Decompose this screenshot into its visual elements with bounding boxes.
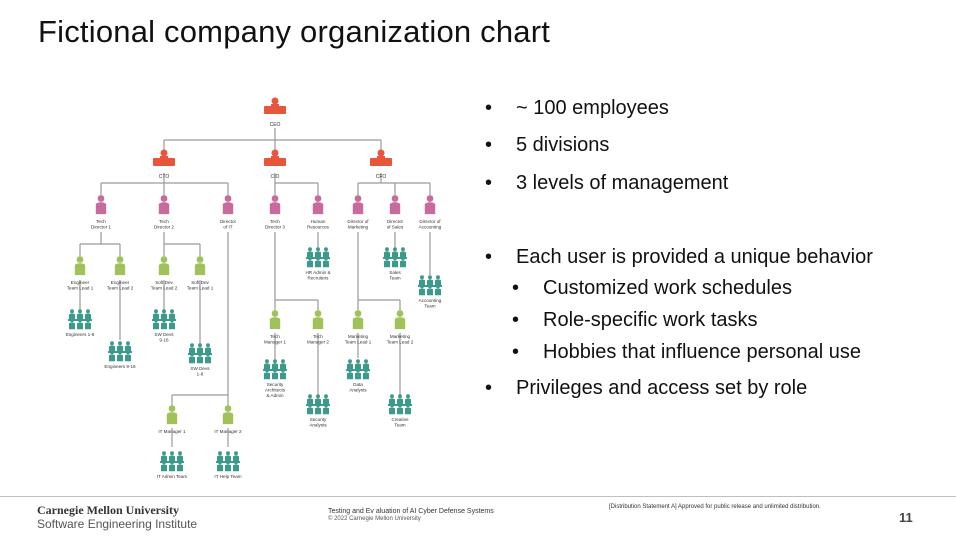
person-body [377,156,385,160]
person-body [395,317,405,329]
person-head [126,341,130,345]
person-head [110,341,114,345]
person-body [315,260,321,267]
table-shape [306,257,330,259]
university-name: Carnegie Mellon University [37,503,179,517]
person-head [234,451,238,455]
person-body [75,263,85,275]
node-label: & Admin [266,393,284,399]
person-head [272,98,279,105]
person-head [308,394,312,398]
ceo-node [264,98,286,129]
person-body [189,356,195,363]
person-head [392,195,399,202]
node-label: Engineers 1-8 [65,332,95,337]
node-label: Engineer [110,280,130,285]
table-shape [388,404,412,406]
distribution-statement: [Distribution Statement A] Approved for public release and unlimited distribution. [609,504,821,510]
node-label: Director [219,219,237,224]
person-head [190,343,194,347]
person-head [427,195,434,202]
node-label: Manager 2 [307,339,329,345]
node-label: Accounting [418,298,442,303]
person-head [308,247,312,251]
person-head [428,275,432,279]
node-label: Tech [270,219,280,224]
director-accounting-node [419,195,442,229]
person-head [385,247,389,251]
node-label: Human [310,219,326,224]
node-label: Team [389,275,401,281]
node-label: Tech [159,219,169,224]
security-architects-node [263,359,287,398]
person-body [223,412,233,424]
person-body [217,464,223,471]
person-body [159,263,169,275]
person-head [364,359,368,363]
person-head [390,394,394,398]
person-body [271,156,279,160]
data-analysts-node [346,359,370,392]
node-label: Marketing [347,334,369,339]
person-body [109,354,115,361]
person-body [353,317,363,329]
accounting-team-node [418,275,442,308]
person-head [169,405,176,412]
person-body [427,288,433,295]
footer-divider [0,496,956,497]
person-body [115,263,125,275]
person-body [425,202,435,214]
node-label: Data [353,382,363,387]
node-label: Team Lead 2 [150,285,178,291]
person-head [77,256,84,263]
sales-team-node [383,247,407,280]
person-body [315,407,321,414]
person-body [77,322,83,329]
sw-devs-1-8-node [188,343,212,376]
person-head [206,343,210,347]
person-body [159,202,169,214]
node-label: Engineers 9-16 [104,364,136,369]
node-label: Director 2 [154,224,174,230]
table-shape [188,353,212,355]
person-body [272,372,278,379]
node-label: CFO [375,174,387,180]
it-admin-team-node [157,451,188,479]
person-body [384,260,390,267]
node-label: Tech [313,334,323,339]
person-body [323,260,329,267]
node-label: Marketing [389,334,411,339]
node-label: Security [309,417,327,422]
engineer-lead-2-node [107,256,134,290]
person-body [397,407,403,414]
person-head [378,150,385,157]
it-manager-2-node [214,405,242,434]
node-label: CEO [269,122,281,128]
node-label: Analysts [309,422,327,428]
node-label: IT Manager 1 [158,429,186,434]
person-body [355,372,361,379]
node-label: IT Help Team [214,474,242,479]
table-shape [346,369,370,371]
person-head [162,309,166,313]
human-resources-node [307,195,330,229]
person-body [160,156,168,160]
person-body [223,202,233,214]
person-body [195,263,205,275]
copyright-notice: © 2022 Carnegie Mellon University [328,516,421,522]
person-head [225,195,232,202]
person-head [315,195,322,202]
node-label: Team Lead 1 [66,285,94,291]
person-head [161,150,168,157]
node-label: Marketing [347,224,369,230]
person-head [272,195,279,202]
person-head [225,405,232,412]
person-head [348,359,352,363]
node-label: Director 3 [265,224,285,230]
cto-node [153,150,175,181]
node-label: CIO [270,174,280,180]
table-shape [108,351,132,353]
person-head [161,256,168,263]
person-body [161,322,167,329]
person-head [420,275,424,279]
node-label: IT Admin Team [156,474,188,479]
node-label: Security [266,382,284,387]
person-head [401,247,405,251]
node-label: Resources [307,224,329,230]
presentation-title: Testing and Ev aluation of AI Cyber Defense Systems [328,508,494,515]
table-shape [263,369,287,371]
person-head [86,309,90,313]
person-head [265,359,269,363]
person-body [389,407,395,414]
person-head [316,247,320,251]
person-body [363,372,369,379]
person-body [307,407,313,414]
person-body [270,202,280,214]
person-head [355,310,362,317]
institute-name: Software Engineering Institute [37,517,198,531]
tech-director-1-node [91,195,111,229]
cio-node [264,150,286,181]
director-marketing-node [347,195,369,229]
node-label: Soft Dev [155,280,173,285]
person-body [153,322,159,329]
node-label: Analysts [349,387,367,393]
person-body [347,372,353,379]
engineer-lead-1-node [67,256,94,290]
table-shape [216,461,240,463]
hr-admin-node [305,247,330,280]
it-help-team-node [214,451,241,479]
node-label: of IT [223,224,233,230]
tech-director-3-node [265,195,285,229]
table-shape [306,404,330,406]
sw-devs-9-16-node [152,309,176,342]
person-body [313,202,323,214]
tech-manager-2-node [307,310,329,344]
person-body [280,372,286,379]
table-shape [418,285,442,287]
person-head [316,394,320,398]
person-head [161,195,168,202]
person-body [169,464,175,471]
node-label: Director of [419,219,441,224]
person-body [435,288,441,295]
person-body [233,464,239,471]
cfo-node [370,150,392,181]
node-label: SW Devs [154,332,174,337]
person-body [264,372,270,379]
node-label: Creative [391,417,409,422]
node-label: Manager 1 [264,339,286,345]
table-shape [152,319,176,321]
person-head [406,394,410,398]
person-head [324,247,328,251]
node-label: 1-8 [196,371,204,377]
person-head [118,341,122,345]
person-body [271,104,279,108]
person-body [390,202,400,214]
person-head [162,451,166,455]
soft-dev-lead-1-node [187,256,214,290]
node-label: Team Lead 1 [344,339,372,345]
director-sales-node [387,195,404,229]
page-number: 11 [899,510,913,525]
node-label: of Sales [386,224,404,230]
node-label: Architects [264,387,286,393]
person-head [281,359,285,363]
soft-dev-lead-2-node [151,256,178,290]
person-head [272,150,279,157]
person-head [315,310,322,317]
node-label: Director [386,219,404,224]
node-label: Team Lead 2 [106,285,134,291]
node-label: SW Devs [190,366,210,371]
marketing-lead-2-node [387,310,414,344]
node-label: Director of [347,219,369,224]
node-label: HR Admin & [305,270,331,275]
org-chart-nodes [66,98,442,480]
person-body [96,202,106,214]
person-body [313,317,323,329]
person-head [98,195,105,202]
slide-title: Fictional company organization chart [38,14,551,49]
person-head [226,451,230,455]
person-body [419,288,425,295]
person-head [356,359,360,363]
marketing-lead-1-node [345,310,372,344]
tech-manager-1-node [264,310,286,344]
node-label: Accounting [418,224,442,230]
person-head [198,343,202,347]
person-head [170,451,174,455]
security-analysts-node [306,394,330,427]
node-label: Director 1 [91,224,111,230]
person-body [85,322,91,329]
person-body [270,317,280,329]
engineers-9-16-node [104,341,136,369]
person-body [307,260,313,267]
node-label: IT Manager 2 [214,429,242,434]
node-label: Sales [389,270,401,275]
person-head [273,359,277,363]
person-body [169,322,175,329]
person-body [161,464,167,471]
person-body [323,407,329,414]
table-shape [68,319,92,321]
person-body [167,412,177,424]
person-head [70,309,74,313]
node-label: 9-16 [159,337,169,343]
node-label: Recruiters [307,275,329,281]
director-it-node [220,195,237,229]
table-shape [160,461,184,463]
person-head [398,394,402,398]
node-label: Tech [270,334,280,339]
person-head [154,309,158,313]
engineers-1-8-node [66,309,95,337]
node-label: Soft Dev [191,280,209,285]
node-label: CTO [158,174,170,180]
person-body [353,202,363,214]
person-body [405,407,411,414]
node-label: Team [394,422,406,428]
person-head [436,275,440,279]
person-head [78,309,82,313]
person-head [324,394,328,398]
person-body [117,354,123,361]
tech-director-2-node [154,195,174,229]
person-body [225,464,231,471]
node-label: Engineer [70,280,90,285]
creative-team-node [388,394,412,427]
person-head [117,256,124,263]
table-shape [383,257,407,259]
node-label: Tech [96,219,106,224]
person-head [170,309,174,313]
person-body [392,260,398,267]
node-label: Team Lead 2 [386,339,414,345]
it-manager-1-node [158,405,186,434]
person-body [69,322,75,329]
person-head [355,195,362,202]
person-head [393,247,397,251]
person-body [177,464,183,471]
person-head [178,451,182,455]
node-label: Team Lead 1 [186,285,214,291]
person-head [397,310,404,317]
person-body [197,356,203,363]
person-body [125,354,131,361]
person-body [400,260,406,267]
node-label: Team [424,303,436,309]
person-head [272,310,279,317]
person-head [218,451,222,455]
person-body [205,356,211,363]
person-head [197,256,204,263]
